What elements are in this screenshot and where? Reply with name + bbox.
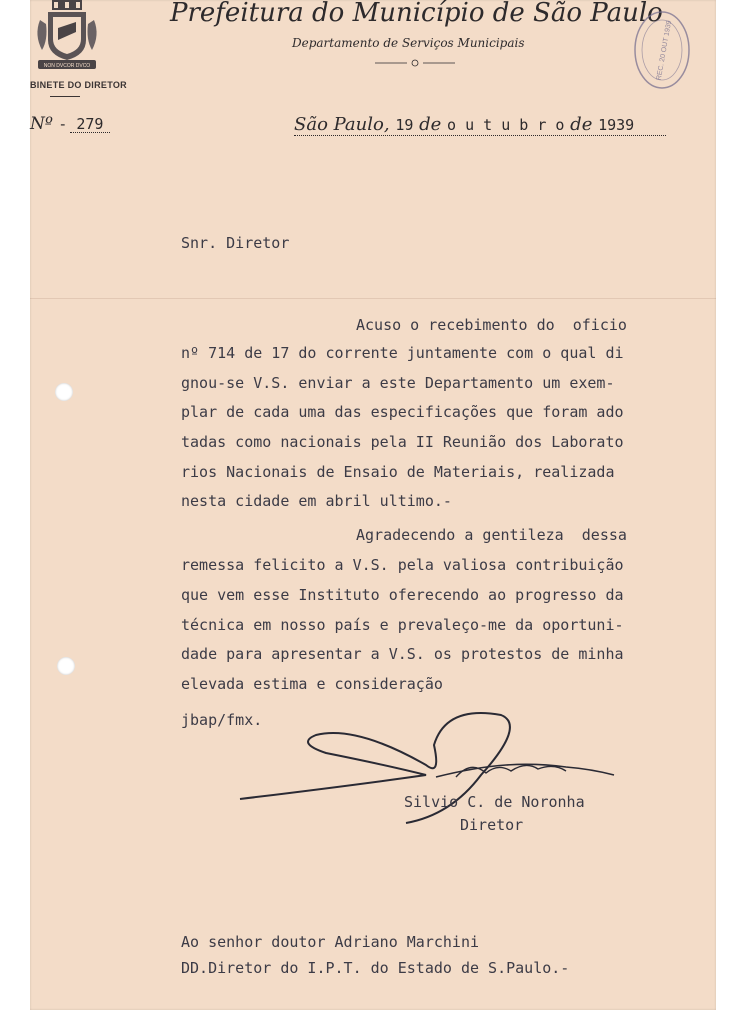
reference-number-label: Nº [30, 114, 53, 134]
body-line: nesta cidade em abril ultimo.- [181, 492, 452, 510]
ornament-divider-icon [375, 57, 455, 69]
letterhead-title: Prefeitura do Município de São Paulo [170, 0, 663, 28]
date-day: 19 [395, 116, 414, 134]
office-rule [50, 96, 80, 97]
signatory-title: Diretor [460, 816, 524, 834]
crest-motto: NON DVCOR DVCO [43, 63, 91, 69]
letterhead-subtitle: Departamento de Serviços Municipais [292, 36, 525, 50]
body-line: tadas como nacionais pela II Reunião dos Laborato [181, 433, 624, 451]
salutation: Snr. Diretor [181, 234, 290, 252]
reference-rule [70, 132, 110, 133]
body-line: elevada estima e consideração [181, 675, 443, 693]
punch-hole [55, 383, 73, 401]
body-line: dade para apresentar a V.S. os protestos de minha [181, 645, 624, 663]
body-line: remessa felicito a V.S. pela valiosa contribuição [181, 556, 624, 574]
reference-number: Nº - 279 [30, 114, 104, 134]
body-line: técnica em nosso país e prevaleço-me da oportuni- [181, 616, 624, 634]
stamp-text: REC. 20 OUT 1939 [655, 19, 674, 81]
date-city: São Paulo, [294, 114, 390, 135]
city-crest-icon [30, 0, 104, 70]
office-label: BINETE DO DIRETOR [30, 80, 127, 90]
body-line: plar de cada uma das especificações que foram ado [181, 403, 624, 421]
received-stamp-icon [628, 8, 690, 90]
date-rule [294, 135, 666, 136]
date-de-2: de [570, 114, 593, 135]
body-line: rios Nacionais de Ensaio de Materiais, realizada [181, 463, 615, 481]
signatory-name: Silvio C. de Noronha [404, 793, 585, 811]
signature-text: Noronha [521, 771, 526, 772]
date-month: o u t u b r o [447, 116, 565, 134]
paper-fold-line [30, 298, 716, 299]
date-de-1: de [419, 114, 442, 135]
body-line: que vem esse Instituto oferecendo ao progresso da [181, 586, 624, 604]
body-line: Acuso o recebimento do oficio [356, 316, 627, 334]
date-year: 1939 [598, 116, 635, 134]
punch-hole [57, 657, 75, 675]
body-line: nº 714 de 17 do corrente juntamente com o qual di [181, 344, 624, 362]
addressee-line-1: Ao senhor doutor Adriano Marchini [181, 933, 480, 951]
body-line: Agradecendo a gentileza dessa [356, 526, 627, 544]
body-line: gnou-se V.S. enviar a este Departamento um exem- [181, 374, 615, 392]
addressee-line-2: DD.Diretor do I.P.T. do Estado de S.Paulo.- [181, 959, 570, 977]
date-line [294, 114, 634, 135]
typist-initials: jbap/fmx. [181, 711, 263, 729]
reference-number-value: 279 [76, 115, 104, 133]
